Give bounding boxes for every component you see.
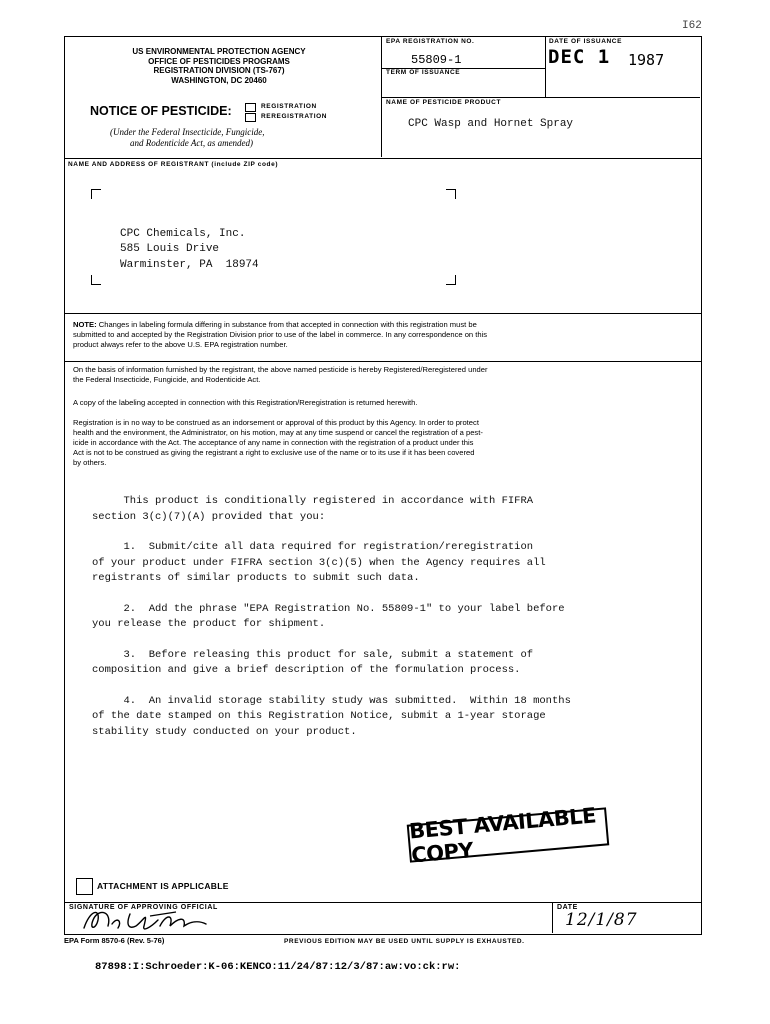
body-p1-line1: On the basis of information furnished by the registrant, the above named pesticide is hereby Registered/Reregistered under: [73, 365, 488, 374]
condition-3-line2: composition and give a brief description of the formulation process.: [92, 664, 521, 676]
act-reference-line1: (Under the Federal Insecticide, Fungicide,: [110, 127, 265, 137]
epa-registration-label: EPA REGISTRATION NO.: [386, 38, 475, 45]
date-box-divider: [552, 902, 553, 933]
form-number: EPA Form 8570-6 (Rev. 5-76): [64, 936, 165, 945]
address-corner-bl: [91, 275, 101, 285]
note-label: NOTE:: [73, 320, 97, 329]
condition-1-line1: 1. Submit/cite all data required for registration/reregistration: [92, 541, 534, 553]
notice-title: NOTICE OF PESTICIDE:: [90, 104, 232, 118]
intro-line1: This product is conditionally registered in accordance with FIFRA: [92, 495, 534, 507]
page-number: I62: [682, 20, 702, 32]
previous-edition-note: PREVIOUS EDITION MAY BE USED UNTIL SUPPLY IS EXHAUSTED.: [284, 938, 525, 945]
body-p2: A copy of the labeling accepted in connection with this Registration/Reregistration is returned herewith.: [73, 398, 418, 407]
body-p3-line1: Registration is in no way to be construed as an indorsement or approval of this product by this Agency. In order to protect: [73, 418, 479, 427]
registrant-city: Warminster, PA 18974: [120, 259, 259, 271]
registrant-name: CPC Chemicals, Inc.: [120, 228, 246, 240]
attachment-checkbox[interactable]: [76, 878, 93, 895]
date-of-issuance-label: DATE OF ISSUANCE: [549, 38, 623, 45]
registration-checkbox[interactable]: [245, 103, 256, 112]
footer-code: 87898:I:Schroeder:K-06:KENCO:11/24/87:12/3/87:aw:vo:ck:rw:: [95, 961, 461, 973]
date-divider: [545, 37, 546, 97]
condition-3-line1: 3. Before releasing this product for sale, submit a statement of: [92, 648, 534, 661]
best-available-copy-stamp: BEST AVAILABLE COPY: [407, 807, 610, 862]
note-bottom-line: [64, 361, 701, 362]
form-frame: [64, 36, 702, 935]
registration-option-label: REGISTRATION: [261, 103, 317, 110]
condition-2-line1: 2. Add the phrase "EPA Registration No. 55809-1" to your label before: [92, 602, 565, 615]
note-line1: Changes in labeling formula differing in substance from that accepted in connection with this registration must be: [98, 320, 477, 329]
term-of-issuance-label: TERM OF ISSUANCE: [386, 69, 461, 76]
epa-registration-value: 55809-1: [411, 53, 462, 67]
condition-1-line2: of your product under FIFRA section 3(c)(5) when the Agency requires all: [92, 556, 546, 569]
agency-address: WASHINGTON, DC 20460: [171, 75, 267, 85]
signature-top-line: [64, 902, 701, 903]
act-reference-line2: and Rodenticide Act, as amended): [130, 138, 254, 148]
body-p3-line5: by others.: [73, 458, 107, 467]
date-stamp-year: 1987: [628, 51, 665, 69]
condition-4-line1: 4. An invalid storage stability study was submitted. Within 18 months: [92, 694, 571, 707]
address-corner-br: [446, 275, 456, 285]
condition-1-line3: registrants of similar products to submit such data.: [92, 572, 420, 584]
agency-name: US ENVIRONMENTAL PROTECTION AGENCY: [132, 47, 306, 56]
condition-4-line2: of the date stamped on this Registration Notice, submit a 1-year storage: [92, 710, 546, 722]
registrant-label: NAME AND ADDRESS OF REGISTRANT (include ZIP code): [68, 161, 279, 168]
date-value: 12/1/87: [565, 910, 638, 930]
body-p3-line4: Act is not to be construed as giving the registrant a right to exclusive use of the name or to its use if it has been covered: [73, 448, 475, 457]
registrant-bottom-line: [64, 313, 701, 314]
typed-conditions: [92, 494, 696, 740]
signature-label: SIGNATURE OF APPROVING OFFICIAL: [69, 904, 218, 911]
condition-2-line2: you release the product for shipment.: [92, 618, 326, 630]
registrant-street: 585 Louis Drive: [120, 243, 220, 255]
condition-4-line3: stability study conducted on your product.: [92, 725, 357, 738]
product-name-value: CPC Wasp and Hornet Spray: [408, 118, 574, 130]
note-line2: submitted to and accepted by the Registration Division prior to use of the label in commerce. In any correspondence on this: [73, 330, 488, 339]
header-bottom-line: [64, 158, 701, 159]
agency-office: OFFICE OF PESTICIDES PROGRAMS: [148, 56, 290, 66]
reregistration-checkbox[interactable]: [245, 113, 256, 122]
body-p3-line3: icide in accordance with the Act. The acceptance of any name in connection with the registration of a product under this: [73, 438, 474, 447]
attachment-label: ATTACHMENT IS APPLICABLE: [97, 881, 229, 891]
note-block: [73, 320, 697, 350]
date-stamp: DEC 1: [548, 46, 611, 68]
agency-block: [66, 47, 372, 85]
body-p1-line2: the Federal Insecticide, Fungicide, and Rodenticide Act.: [73, 375, 261, 384]
agency-division: REGISTRATION DIVISION (TS-767): [153, 66, 285, 75]
intro-line2: section 3(c)(7)(A) provided that you:: [92, 510, 326, 523]
address-corner-tr: [446, 189, 456, 199]
reregistration-option-label: REREGISTRATION: [261, 113, 328, 120]
note-line3: product always refer to the above U.S. EPA registration number.: [73, 340, 288, 349]
address-corner-tl: [91, 189, 101, 199]
product-name-label: NAME OF PESTICIDE PRODUCT: [386, 99, 502, 106]
date-label: DATE: [557, 904, 578, 911]
signature-image: [78, 904, 218, 934]
body-p3-line2: health and the environment, the Administrator, on his motion, may at any time suspend or cancel the registration of a pest-: [73, 428, 483, 437]
body-text: [73, 365, 697, 468]
product-top-line: [382, 97, 700, 98]
